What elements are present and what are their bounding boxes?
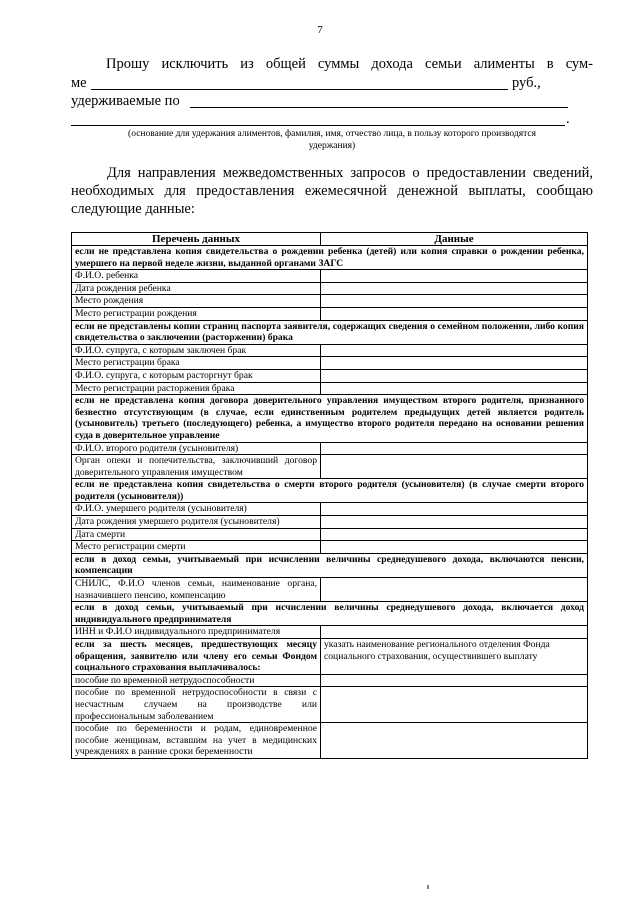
section-heading: если не представлена копия свидетельства о рождении ребенка (детей) или копия справки о рождении ребенка, умершего на первой неделе жизни, выданной органами ЗАГС xyxy=(72,246,588,270)
table-header-data: Данные xyxy=(321,233,588,246)
row-value-cell[interactable] xyxy=(321,674,588,687)
alimony-withheld-field[interactable] xyxy=(190,107,568,108)
table-row xyxy=(72,516,588,529)
row-value-cell[interactable] xyxy=(321,442,588,455)
table-row xyxy=(72,307,588,320)
section-heading: если в доход семьи, учитываемый при исчислении величины среднедушевого дохода, включаются пенсии, компенсации xyxy=(72,553,588,577)
table-section-row xyxy=(72,320,588,344)
table-row xyxy=(72,455,588,479)
row-value-cell[interactable] xyxy=(321,357,588,370)
row-label: Место регистрации брака xyxy=(72,357,321,370)
table-row xyxy=(72,723,588,759)
row-value-cell[interactable] xyxy=(321,541,588,554)
row-label: Место регистрации рождения xyxy=(72,307,321,320)
row-label: Место регистрации смерти xyxy=(72,541,321,554)
row-value-cell[interactable] xyxy=(321,626,588,639)
table-row xyxy=(72,687,588,723)
table-row xyxy=(72,626,588,639)
row-label: Ф.И.О. супруга, с которым заключен брак xyxy=(72,344,321,357)
table-section-row xyxy=(72,479,588,503)
section-heading: если не представлена копия свидетельства о смерти второго родителя (усыновителя) (в случае смерти второго родителя (усыновителя)) xyxy=(72,479,588,503)
row-label: Место рождения xyxy=(72,295,321,308)
row-value-cell[interactable] xyxy=(321,295,588,308)
row-label: Ф.И.О. умершего родителя (усыновителя) xyxy=(72,503,321,516)
row-label: СНИЛС, Ф.И.О членов семьи, наименование органа, назначившего пенсию, компенсацию xyxy=(72,578,321,602)
table-section-row xyxy=(72,602,588,626)
row-label: Место регистрации расторжения брака xyxy=(72,382,321,395)
row-label: пособие по временной нетрудоспособности xyxy=(72,674,321,687)
table-row xyxy=(72,382,588,395)
section-heading: если в доход семьи, учитываемый при исчислении величины среднедушевого дохода, включается доход индивидуального предпринимателя xyxy=(72,602,588,626)
table-header-list: Перечень данных xyxy=(72,233,321,246)
table-row xyxy=(72,369,588,382)
row-value-cell[interactable] xyxy=(321,528,588,541)
table-row xyxy=(72,639,588,675)
row-value-cell[interactable] xyxy=(321,455,588,479)
alimony-line-2-label: ме xyxy=(71,75,87,91)
row-instruction: указать наименование регионального отделения Фонда социального страхования, осуществившего выплату xyxy=(321,639,588,675)
table-section-row xyxy=(72,246,588,270)
alimony-note-line-2: удержания) xyxy=(308,141,356,151)
table-row xyxy=(72,357,588,370)
row-label: Ф.И.О. ребенка xyxy=(72,270,321,283)
row-value-cell[interactable] xyxy=(321,282,588,295)
table-row xyxy=(72,503,588,516)
table-row xyxy=(72,282,588,295)
row-label: Ф.И.О. второго родителя (усыновителя) xyxy=(72,442,321,455)
scan-mark xyxy=(427,885,429,889)
table-header-row xyxy=(72,233,588,246)
table-row xyxy=(72,344,588,357)
intro-paragraph: Для направления межведомственных запросов о предоставлении сведений, необходимых для предоставления ежемесячной денежной выплаты, сообщаю следующие данные: xyxy=(71,165,593,217)
row-label: пособие по временной нетрудоспособности в связи с несчастным случаем на производстве или профессиональным заболеванием xyxy=(72,687,321,723)
table-row xyxy=(72,674,588,687)
alimony-currency: руб., xyxy=(512,75,541,91)
row-value-cell[interactable] xyxy=(321,369,588,382)
row-value-cell[interactable] xyxy=(321,516,588,529)
alimony-amount-field[interactable] xyxy=(91,89,508,90)
row-label: пособие по беременности и родам, единовременное пособие женщинам, вставшим на учет в медицинских учреждениях в ранние сроки беременности xyxy=(72,723,321,759)
row-value-cell[interactable] xyxy=(321,270,588,283)
alimony-withheld-label: удерживаемые по xyxy=(71,93,180,109)
table-row xyxy=(72,295,588,308)
row-value-cell[interactable] xyxy=(321,578,588,602)
alimony-basis-field[interactable] xyxy=(71,125,565,126)
row-label: Ф.И.О. супруга, с которым расторгнут брак xyxy=(72,369,321,382)
row-label: Орган опеки и попечительства, заключивший договор доверительного управления имуществом xyxy=(72,455,321,479)
table-section-row xyxy=(72,395,588,442)
alimony-basis-end: . xyxy=(566,111,570,127)
row-label: Дата смерти xyxy=(72,528,321,541)
row-label: если за шесть месяцев, предшествующих месяцу обращения, заявителю или члену его семьи Фондом социального страхования выплачивалось: xyxy=(72,639,321,675)
alimony-note-line-1: (основание для удержания алиментов, фамилия, имя, отчество лица, в пользу которого производятся xyxy=(128,129,536,139)
table-row xyxy=(72,578,588,602)
section-heading: если не представлены копии страниц паспорта заявителя, содержащих сведения о семейном положении, либо копия свидетельства о заключении (расторжении) брака xyxy=(72,320,588,344)
alimony-line-1: Прошу исключить из общей суммы дохода семьи алименты в сум- xyxy=(106,56,593,72)
page-number: 7 xyxy=(317,24,323,36)
table-row xyxy=(72,541,588,554)
row-value-cell[interactable] xyxy=(321,344,588,357)
table-row xyxy=(72,528,588,541)
table-row xyxy=(72,442,588,455)
row-value-cell[interactable] xyxy=(321,723,588,759)
row-value-cell[interactable] xyxy=(321,382,588,395)
row-value-cell[interactable] xyxy=(321,503,588,516)
row-value-cell[interactable] xyxy=(321,307,588,320)
row-label: Дата рождения умершего родителя (усыновителя) xyxy=(72,516,321,529)
table-body xyxy=(72,246,588,759)
row-label: ИНН и Ф.И.О индивидуального предпринимателя xyxy=(72,626,321,639)
row-value-cell[interactable] xyxy=(321,687,588,723)
table-section-row xyxy=(72,553,588,577)
data-table xyxy=(71,232,588,759)
table-row xyxy=(72,270,588,283)
section-heading: если не представлена копия договора доверительного управления имуществом второго родителя, признанного безвестно отсутствующим (в случае, если единственным родителем предыдущих детей является родитель (усыновитель) третьего (последующего) ребенка, а имущество второго родителя передано на основании решения суда в доверительное управление xyxy=(72,395,588,442)
row-label: Дата рождения ребенка xyxy=(72,282,321,295)
